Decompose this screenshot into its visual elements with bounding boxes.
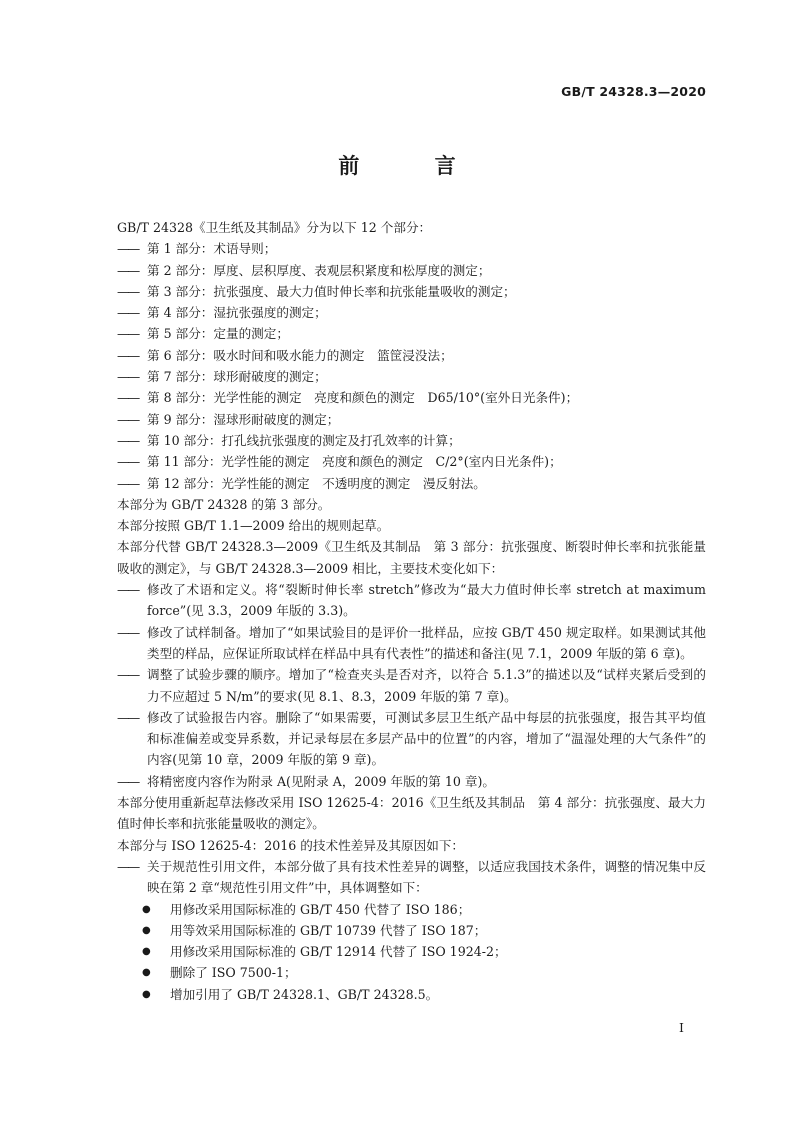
- list-item: —— 第 4 部分：湿抗张强度的测定；: [117, 305, 327, 321]
- page-title: 前 言: [338, 153, 490, 178]
- bullet-icon: ●: [142, 924, 151, 936]
- bullet-item: ● 用修改采用国际标准的 GB/T 450 代替了 ISO 186；: [88, 899, 706, 920]
- body-paragraph: 本部分为 GB/T 24328 的第 3 部分。: [117, 496, 331, 512]
- bullet-item: ● 增加引用了 GB/T 24328.1、GB/T 24328.5。: [88, 984, 706, 1005]
- list-item: —— 第 5 部分：定量的测定；: [117, 326, 289, 342]
- list-item: —— 第 10 部分：打孔线抗张强度的测定及打孔效率的计算；: [117, 432, 461, 448]
- body-paragraph: 本部分使用重新起草法修改采用 ISO 12625-4：2016《卫生纸及其制品 第 4 部分：抗张强度、最大力值时伸长率和抗张能量吸收的测定》。: [117, 795, 706, 832]
- list-item: —— 调整了试验步骤的顺序。增加了“检查夹头是否对齐，以符合 5.1.3”的描述以及“试样夹紧后受到的力不应超过 5 N/m”的要求(见 8.1、8.3，2009 年版的第 7 章)。: [117, 667, 706, 704]
- document-body: [88, 217, 706, 1005]
- bullet-item: ● 用修改采用国际标准的 GB/T 12914 代替了 ISO 1924-2；: [88, 941, 706, 962]
- list-item: —— 修改了试样制备。增加了“如果试验目的是评价一批样品，应按 GB/T 450 规定取样。如果测试其他类型的样品，应保证所取试样在样品中具有代表性”的描述和备注(见 7.1，2009 年版的第 6 章)。: [117, 624, 706, 661]
- standard-code: GB/T 24328.3—2020: [561, 84, 706, 99]
- list-item: —— 第 7 部分：球形耐破度的测定；: [117, 369, 327, 385]
- bullet-icon: ●: [142, 903, 151, 915]
- body-paragraph: 本部分与 ISO 12625-4：2016 的技术性差异及其原因如下：: [117, 837, 465, 853]
- list-item: —— 修改了试验报告内容。删除了“如果需要，可测试多层卫生纸产品中每层的抗张强度，报告其平均值和标准偏差或变异系数，并记录每层在多层产品中的位置”的内容，增加了“温湿处理的大气条件”的内容(见第 10 章，2009 年版的第 9 章)。: [117, 709, 706, 768]
- bullet-item: ● 用等效采用国际标准的 GB/T 10739 代替了 ISO 187；: [88, 920, 706, 941]
- bullet-item: ● 删除了 ISO 7500-1；: [88, 962, 706, 983]
- bullet-icon: ●: [142, 946, 151, 958]
- bullet-icon: ●: [142, 967, 151, 979]
- intro-paragraph: GB/T 24328《卫生纸及其制品》分为以下 12 个部分：: [117, 220, 432, 235]
- body-paragraph: 本部分代替 GB/T 24328.3—2009《卫生纸及其制品 第 3 部分：抗张强度、断裂时伸长率和抗张能量吸收的测定》，与 GB/T 24328.3—2009 相比，主要技术变化如下：: [117, 539, 706, 576]
- list-item: —— 第 2 部分：厚度、层积厚度、表观层积紧度和松厚度的测定；: [117, 262, 491, 278]
- list-item: —— 关于规范性引用文件，本部分做了具有技术性差异的调整，以适应我国技术条件，调整的情况集中反映在第 2 章“规范性引用文件”中，具体调整如下：: [117, 858, 706, 896]
- list-item: —— 第 8 部分：光学性能的测定 亮度和颜色的测定 D65/10°(室外日光条件)；: [117, 390, 579, 406]
- list-item: —— 第 12 部分：光学性能的测定 不透明度的测定 漫反射法。: [117, 475, 486, 491]
- list-item: —— 第 9 部分：湿球形耐破度的测定；: [117, 411, 340, 427]
- body-paragraph: 本部分按照 GB/T 1.1—2009 给出的规则起草。: [117, 518, 390, 534]
- list-item: —— 第 1 部分：术语导则；: [117, 241, 277, 257]
- list-item: —— 第 3 部分：抗张强度、最大力值时伸长率和抗张能量吸收的测定；: [117, 283, 516, 299]
- list-item: —— 第 11 部分：光学性能的测定 亮度和颜色的测定 C/2°(室内日光条件)；: [117, 454, 562, 470]
- list-item: —— 修改了术语和定义。将“裂断时伸长率 stretch”修改为“最大力值时伸长率 stretch at maximum force”(见 3.3，2009 年版的 3.3)。: [117, 582, 706, 619]
- list-item: —— 第 6 部分：吸水时间和吸水能力的测定 篮筐浸没法；: [117, 347, 453, 363]
- page-number: I: [679, 1020, 684, 1035]
- bullet-icon: ●: [142, 988, 151, 1000]
- list-item: —— 将精密度内容作为附录 A(见附录 A，2009 年版的第 10 章)。: [117, 773, 495, 789]
